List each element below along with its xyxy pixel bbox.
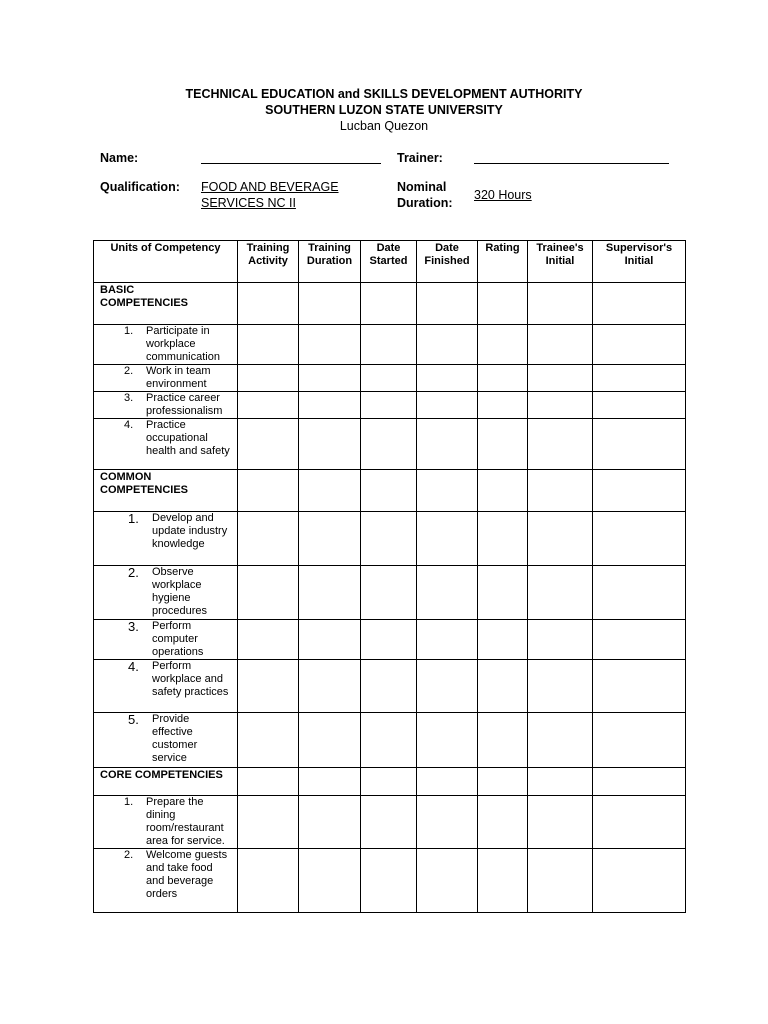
unit-number: 1. <box>128 511 139 526</box>
col-header-units: Units of Competency <box>94 241 238 283</box>
table-cell-empty[interactable] <box>299 849 361 913</box>
table-row <box>94 849 686 913</box>
table-cell-empty[interactable] <box>361 620 417 660</box>
table-cell-empty[interactable] <box>299 419 361 470</box>
unit-text: Work in team environment <box>146 365 211 390</box>
table-cell-empty[interactable] <box>593 470 686 512</box>
unit-text: Provide effective customer service <box>152 713 198 764</box>
header-location: Lucban Quezon <box>339 119 429 133</box>
table-cell-empty[interactable] <box>478 620 528 660</box>
table-cell-empty[interactable] <box>299 365 361 392</box>
table-cell-empty[interactable] <box>478 512 528 566</box>
table-cell-empty[interactable] <box>299 470 361 512</box>
table-cell-empty[interactable] <box>361 392 417 419</box>
table-cell-empty[interactable] <box>238 849 299 913</box>
unit-number: 3. <box>128 619 139 634</box>
table-cell-empty[interactable] <box>299 768 361 796</box>
table-cell-empty[interactable] <box>417 512 478 566</box>
header-authority: TECHNICAL EDUCATION and SKILLS DEVELOPMENT AUTHORITY <box>185 87 583 101</box>
name-field[interactable] <box>201 163 381 164</box>
unit-number: 2. <box>128 565 139 580</box>
col-header-training-activity: Training Activity <box>238 241 299 283</box>
competency-unit <box>94 660 238 713</box>
table-cell-empty[interactable] <box>361 849 417 913</box>
table-cell-empty[interactable] <box>417 283 478 325</box>
table-cell-empty[interactable] <box>299 566 361 620</box>
qualification-value-line1: FOOD AND BEVERAGE <box>201 180 339 194</box>
table-cell-empty[interactable] <box>478 325 528 365</box>
table-cell-empty[interactable] <box>238 620 299 660</box>
competency-unit <box>94 392 238 419</box>
section-title: CORE COMPETENCIES <box>94 768 238 796</box>
table-cell-empty[interactable] <box>299 620 361 660</box>
table-cell-empty[interactable] <box>361 566 417 620</box>
table-cell-empty[interactable] <box>478 392 528 419</box>
competency-unit <box>94 365 238 392</box>
table-cell-empty[interactable] <box>593 365 686 392</box>
competency-unit <box>94 566 238 620</box>
qualification-value <box>201 179 339 211</box>
competency-table <box>93 240 686 913</box>
unit-number: 5. <box>128 712 139 727</box>
table-cell-empty[interactable] <box>417 713 478 768</box>
table-row <box>94 660 686 713</box>
table-cell-empty[interactable] <box>361 283 417 325</box>
table-header-row <box>94 241 686 283</box>
table-cell-empty[interactable] <box>299 713 361 768</box>
table-row <box>94 566 686 620</box>
name-label: Name: <box>100 151 139 165</box>
table-cell-empty[interactable] <box>528 512 593 566</box>
table-cell-empty[interactable] <box>238 283 299 325</box>
table-cell-empty[interactable] <box>593 849 686 913</box>
table-cell-empty[interactable] <box>299 392 361 419</box>
table-cell-empty[interactable] <box>478 365 528 392</box>
table-cell-empty[interactable] <box>417 849 478 913</box>
table-cell-empty[interactable] <box>478 283 528 325</box>
unit-number: 4. <box>124 419 134 431</box>
table-cell-empty[interactable] <box>528 849 593 913</box>
qualification-value-line2: SERVICES NC II <box>201 196 296 210</box>
table-cell-empty[interactable] <box>417 470 478 512</box>
section-row <box>94 768 686 796</box>
table-cell-empty[interactable] <box>528 620 593 660</box>
unit-text: Perform workplace and safety practices <box>152 660 229 698</box>
table-cell-empty[interactable] <box>478 470 528 512</box>
table-cell-empty[interactable] <box>299 512 361 566</box>
section-title: BASIC COMPETENCIES <box>94 283 238 325</box>
table-cell-empty[interactable] <box>528 768 593 796</box>
competency-unit <box>94 849 238 913</box>
unit-number: 2. <box>124 849 134 861</box>
col-header-supervisor-initial: Supervisor's Initial <box>593 241 686 283</box>
unit-text: Observe workplace hygiene procedures <box>152 566 208 617</box>
unit-number: 2. <box>124 365 134 377</box>
table-row <box>94 620 686 660</box>
unit-text: Practice occupational health and safety <box>146 419 230 457</box>
table-cell-empty[interactable] <box>417 768 478 796</box>
table-cell-empty[interactable] <box>299 283 361 325</box>
table-cell-empty[interactable] <box>417 660 478 713</box>
trainer-field[interactable] <box>474 163 669 164</box>
table-cell-empty[interactable] <box>593 768 686 796</box>
section-row <box>94 283 686 325</box>
header-university: SOUTHERN LUZON STATE UNIVERSITY <box>265 103 503 117</box>
table-row <box>94 796 686 849</box>
table-cell-empty[interactable] <box>593 796 686 849</box>
table-cell-empty[interactable] <box>361 768 417 796</box>
table-cell-empty[interactable] <box>299 796 361 849</box>
col-header-date-started: Date Started <box>361 241 417 283</box>
nominal-label-line1: Nominal <box>397 180 447 194</box>
table-cell-empty[interactable] <box>528 660 593 713</box>
table-cell-empty[interactable] <box>238 566 299 620</box>
table-cell-empty[interactable] <box>528 713 593 768</box>
table-cell-empty[interactable] <box>593 713 686 768</box>
section-row <box>94 470 686 512</box>
competency-unit <box>94 713 238 768</box>
nominal-label-line2: Duration: <box>397 196 453 210</box>
table-cell-empty[interactable] <box>238 419 299 470</box>
table-cell-empty[interactable] <box>417 796 478 849</box>
unit-number: 1. <box>124 796 134 808</box>
competency-unit <box>94 512 238 566</box>
table-cell-empty[interactable] <box>238 392 299 419</box>
table-cell-empty[interactable] <box>361 796 417 849</box>
table-cell-empty[interactable] <box>593 392 686 419</box>
table-cell-empty[interactable] <box>593 566 686 620</box>
col-header-date-finished: Date Finished <box>417 241 478 283</box>
table-cell-empty[interactable] <box>593 512 686 566</box>
table-cell-empty[interactable] <box>361 660 417 713</box>
table-cell-empty[interactable] <box>238 365 299 392</box>
unit-text: Welcome guests and take food and beverage orders <box>146 849 228 900</box>
table-row <box>94 419 686 470</box>
table-cell-empty[interactable] <box>528 365 593 392</box>
table-row <box>94 713 686 768</box>
table-cell-empty[interactable] <box>593 419 686 470</box>
table-cell-empty[interactable] <box>478 419 528 470</box>
unit-text: Participate in workplace communication <box>146 325 220 363</box>
unit-text: Develop and update industry knowledge <box>152 512 228 550</box>
table-cell-empty[interactable] <box>361 470 417 512</box>
nominal-duration-label <box>397 179 453 211</box>
table-cell-empty[interactable] <box>299 325 361 365</box>
table-cell-empty[interactable] <box>478 660 528 713</box>
table-cell-empty[interactable] <box>478 713 528 768</box>
competency-unit <box>94 796 238 849</box>
table-cell-empty[interactable] <box>478 566 528 620</box>
table-row <box>94 325 686 365</box>
table-cell-empty[interactable] <box>417 566 478 620</box>
col-header-training-duration: Training Duration <box>299 241 361 283</box>
table-cell-empty[interactable] <box>417 419 478 470</box>
table-cell-empty[interactable] <box>299 660 361 713</box>
competency-unit <box>94 325 238 365</box>
col-header-rating: Rating <box>478 241 528 283</box>
table-cell-empty[interactable] <box>361 325 417 365</box>
unit-text: Practice career professionalism <box>146 392 223 417</box>
unit-number: 3. <box>124 392 134 404</box>
table-cell-empty[interactable] <box>478 849 528 913</box>
qualification-label: Qualification: <box>100 180 180 194</box>
table-cell-empty[interactable] <box>361 419 417 470</box>
table-cell-empty[interactable] <box>238 768 299 796</box>
unit-text: Prepare the dining room/restaurant area for service. <box>146 796 225 847</box>
table-cell-empty[interactable] <box>528 392 593 419</box>
competency-unit <box>94 620 238 660</box>
table-cell-empty[interactable] <box>238 325 299 365</box>
table-cell-empty[interactable] <box>238 512 299 566</box>
nominal-duration-value: 320 Hours <box>474 188 532 202</box>
table-cell-empty[interactable] <box>238 470 299 512</box>
table-cell-empty[interactable] <box>528 419 593 470</box>
unit-number: 4. <box>128 659 139 674</box>
trainer-label: Trainer: <box>397 151 443 165</box>
col-header-trainee-initial: Trainee's Initial <box>528 241 593 283</box>
table-row <box>94 512 686 566</box>
table-cell-empty[interactable] <box>528 283 593 325</box>
table-cell-empty[interactable] <box>593 660 686 713</box>
table-cell-empty[interactable] <box>528 470 593 512</box>
table-cell-empty[interactable] <box>593 325 686 365</box>
table-row <box>94 365 686 392</box>
table-cell-empty[interactable] <box>361 713 417 768</box>
table-cell-empty[interactable] <box>528 325 593 365</box>
table-cell-empty[interactable] <box>478 768 528 796</box>
table-cell-empty[interactable] <box>238 660 299 713</box>
competency-unit <box>94 419 238 470</box>
unit-number: 1. <box>124 325 134 337</box>
table-cell-empty[interactable] <box>417 392 478 419</box>
table-cell-empty[interactable] <box>478 796 528 849</box>
table-cell-empty[interactable] <box>361 512 417 566</box>
table-row <box>94 392 686 419</box>
table-cell-empty[interactable] <box>417 325 478 365</box>
table-cell-empty[interactable] <box>238 796 299 849</box>
table-cell-empty[interactable] <box>593 283 686 325</box>
table-cell-empty[interactable] <box>417 365 478 392</box>
section-title: COMMON COMPETENCIES <box>94 470 238 512</box>
table-cell-empty[interactable] <box>593 620 686 660</box>
table-cell-empty[interactable] <box>528 796 593 849</box>
unit-text: Perform computer operations <box>152 620 204 658</box>
table-cell-empty[interactable] <box>417 620 478 660</box>
table-cell-empty[interactable] <box>361 365 417 392</box>
table-cell-empty[interactable] <box>238 713 299 768</box>
table-cell-empty[interactable] <box>528 566 593 620</box>
